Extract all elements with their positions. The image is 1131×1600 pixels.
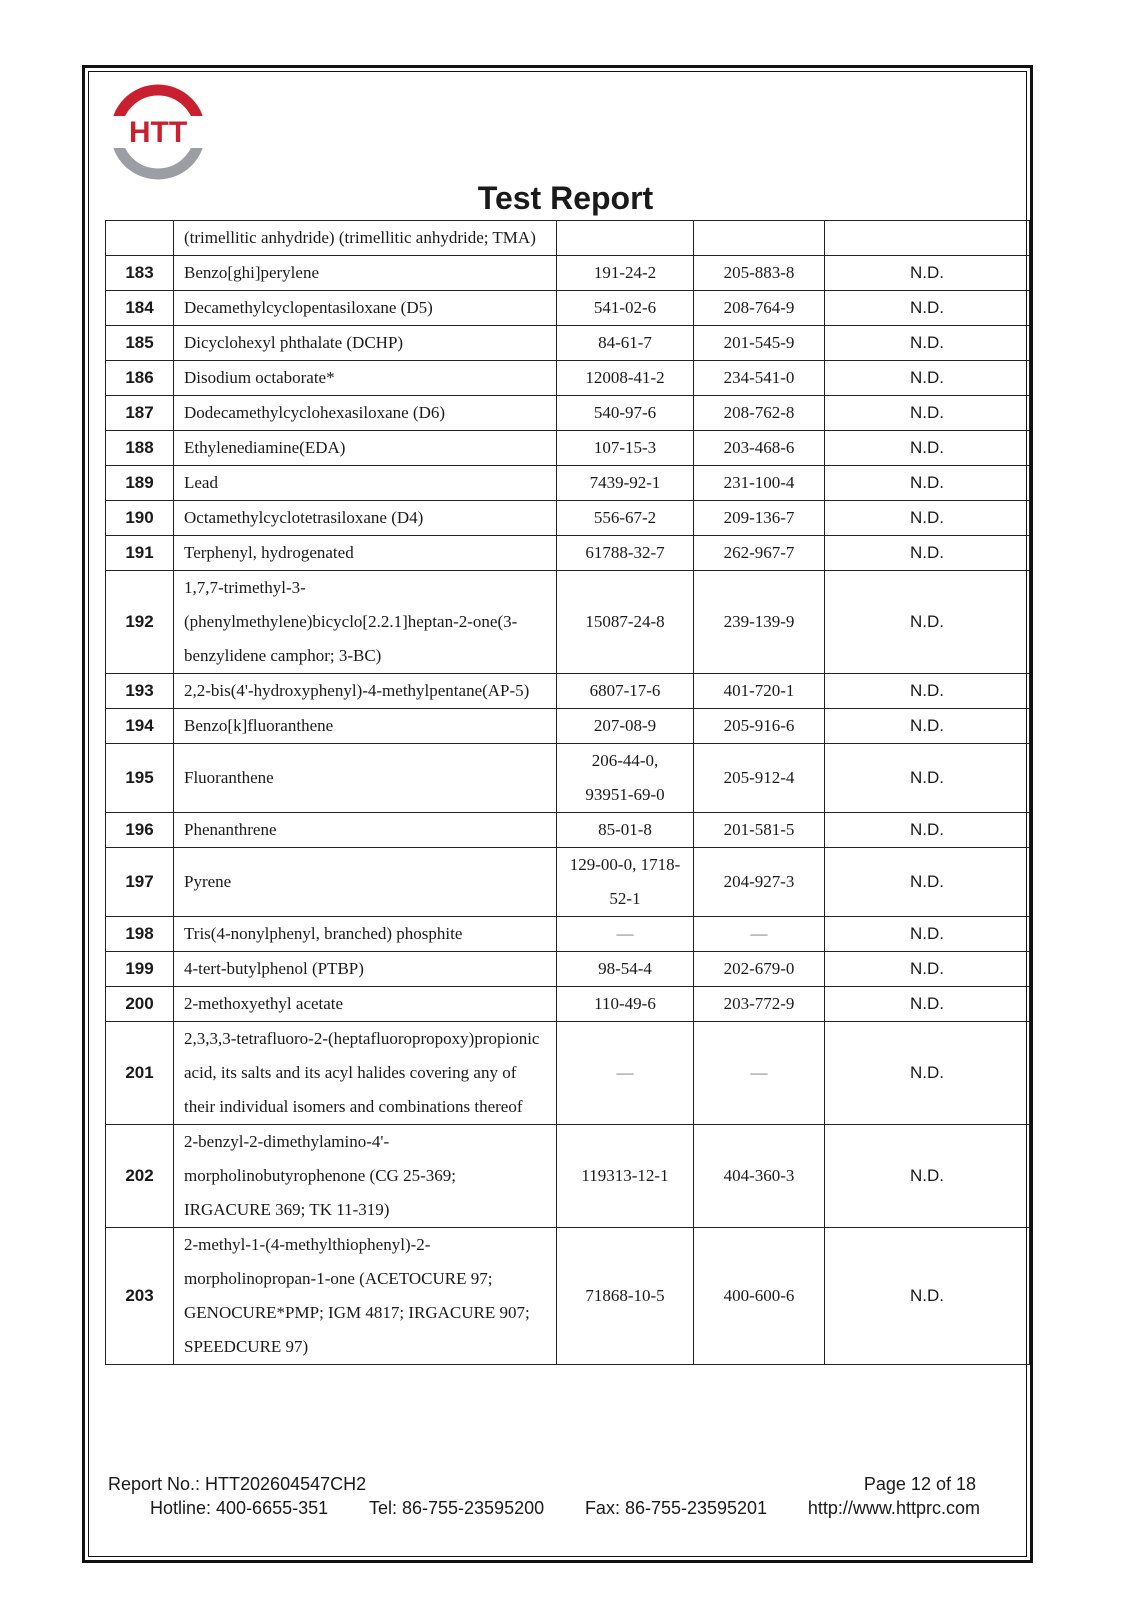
test-result: N.D. xyxy=(825,361,1030,396)
cas-number: 6807-17-6 xyxy=(557,674,694,709)
table-row xyxy=(106,1125,1030,1228)
test-result: N.D. xyxy=(825,326,1030,361)
test-result: N.D. xyxy=(825,744,1030,813)
table-row xyxy=(106,571,1030,674)
table-row xyxy=(106,466,1030,501)
page-number: Page 12 of 18 xyxy=(863,1474,976,1494)
ec-number: 209-136-7 xyxy=(694,501,825,536)
row-number: 189 xyxy=(106,466,174,501)
table-row xyxy=(106,1228,1030,1365)
ec-number: 208-762-8 xyxy=(694,396,825,431)
table-row xyxy=(106,536,1030,571)
ec-number: 234-541-0 xyxy=(694,361,825,396)
row-number: 202 xyxy=(106,1125,174,1228)
row-number: 186 xyxy=(106,361,174,396)
substance-name: Dicyclohexyl phthalate (DCHP) xyxy=(174,326,557,361)
substance-name: 2,2-bis(4'-hydroxyphenyl)-4-methylpentane(AP-5) xyxy=(174,674,557,709)
hotline: Hotline: 400-6655-351 xyxy=(150,1498,329,1518)
table-row xyxy=(106,917,1030,952)
row-number: 196 xyxy=(106,813,174,848)
row-number: 183 xyxy=(106,256,174,291)
table-row xyxy=(106,709,1030,744)
table-row xyxy=(106,674,1030,709)
cas-number: 540-97-6 xyxy=(557,396,694,431)
table-row xyxy=(106,501,1030,536)
report-title: Test Report xyxy=(477,180,654,216)
row-number xyxy=(106,221,174,256)
table-row xyxy=(106,396,1030,431)
ec-number: 205-883-8 xyxy=(694,256,825,291)
substance-name: Octamethylcyclotetrasiloxane (D4) xyxy=(174,501,557,536)
test-result xyxy=(825,221,1030,256)
ec-number: 205-912-4 xyxy=(694,744,825,813)
table-row xyxy=(106,952,1030,987)
ec-number: 404-360-3 xyxy=(694,1125,825,1228)
test-result: N.D. xyxy=(825,571,1030,674)
ec-number: 203-772-9 xyxy=(694,987,825,1022)
cas-number: 61788-32-7 xyxy=(557,536,694,571)
substance-name: Decamethylcyclopentasiloxane (D5) xyxy=(174,291,557,326)
substance-name: Lead xyxy=(174,466,557,501)
test-result: N.D. xyxy=(825,987,1030,1022)
ec-number: 204-927-3 xyxy=(694,848,825,917)
substance-name: 2-methoxyethyl acetate xyxy=(174,987,557,1022)
test-result: N.D. xyxy=(825,952,1030,987)
row-number: 192 xyxy=(106,571,174,674)
substance-name: 2-benzyl-2-dimethylamino-4'-morpholinobutyrophenone (CG 25-369; IRGACURE 369; TK 11-319) xyxy=(174,1125,557,1228)
test-result: N.D. xyxy=(825,813,1030,848)
row-number: 198 xyxy=(106,917,174,952)
cas-number: 191-24-2 xyxy=(557,256,694,291)
substance-name: Pyrene xyxy=(174,848,557,917)
website-link[interactable]: http://www.httprc.com xyxy=(807,1498,980,1518)
test-result: N.D. xyxy=(825,674,1030,709)
test-result: N.D. xyxy=(825,1228,1030,1365)
cas-number: 85-01-8 xyxy=(557,813,694,848)
results-table xyxy=(105,220,1030,1365)
test-result: N.D. xyxy=(825,848,1030,917)
test-result: N.D. xyxy=(825,1022,1030,1125)
substance-name: Phenanthrene xyxy=(174,813,557,848)
ec-number: 201-545-9 xyxy=(694,326,825,361)
substance-name: 1,7,7-trimethyl-3-(phenylmethylene)bicyclo[2.2.1]heptan-2-one(3-benzylidene camphor; 3-BC) xyxy=(174,571,557,674)
substance-name: Benzo[ghi]perylene xyxy=(174,256,557,291)
substance-name: Ethylenediamine(EDA) xyxy=(174,431,557,466)
table-row xyxy=(106,256,1030,291)
test-result: N.D. xyxy=(825,466,1030,501)
row-number: 203 xyxy=(106,1228,174,1365)
test-result: N.D. xyxy=(825,431,1030,466)
ec-number: 401-720-1 xyxy=(694,674,825,709)
table-row xyxy=(106,987,1030,1022)
cas-number: 84-61-7 xyxy=(557,326,694,361)
row-number: 188 xyxy=(106,431,174,466)
row-number: 191 xyxy=(106,536,174,571)
contact-line xyxy=(150,1498,980,1519)
test-result: N.D. xyxy=(825,1125,1030,1228)
ec-number: 239-139-9 xyxy=(694,571,825,674)
logo-text: HTT xyxy=(128,116,188,149)
row-number: 197 xyxy=(106,848,174,917)
ec-number xyxy=(694,221,825,256)
cas-number: 119313-12-1 xyxy=(557,1125,694,1228)
cas-number: 107-15-3 xyxy=(557,431,694,466)
test-result: N.D. xyxy=(825,536,1030,571)
ec-number: 262-967-7 xyxy=(694,536,825,571)
ec-number: — xyxy=(694,917,825,952)
test-result: N.D. xyxy=(825,396,1030,431)
table-row xyxy=(106,221,1030,256)
ec-number: — xyxy=(694,1022,825,1125)
substance-name: Tris(4-nonylphenyl, branched) phosphite xyxy=(174,917,557,952)
test-result: N.D. xyxy=(825,709,1030,744)
cas-number: 98-54-4 xyxy=(557,952,694,987)
cas-number: 12008-41-2 xyxy=(557,361,694,396)
row-number: 185 xyxy=(106,326,174,361)
substance-name: Dodecamethylcyclohexasiloxane (D6) xyxy=(174,396,557,431)
substance-name: Benzo[k]fluoranthene xyxy=(174,709,557,744)
ec-number: 208-764-9 xyxy=(694,291,825,326)
telephone: Tel: 86-755-23595200 xyxy=(368,1498,545,1518)
row-number: 193 xyxy=(106,674,174,709)
cas-number: 110-49-6 xyxy=(557,987,694,1022)
cas-number: 541-02-6 xyxy=(557,291,694,326)
row-number: 199 xyxy=(106,952,174,987)
cas-number: 129-00-0, 1718-52-1 xyxy=(557,848,694,917)
row-number: 184 xyxy=(106,291,174,326)
substance-name: 2-methyl-1-(4-methylthiophenyl)-2-morpholinopropan-1-one (ACETOCURE 97; GENOCURE*PMP; IGM 4817; IRGACURE 907; SPEEDCURE 97) xyxy=(174,1228,557,1365)
cas-number: 7439-92-1 xyxy=(557,466,694,501)
cas-number: 15087-24-8 xyxy=(557,571,694,674)
htt-logo xyxy=(106,80,210,184)
substance-name: Terphenyl, hydrogenated xyxy=(174,536,557,571)
report-number: Report No.: HTT202604547CH2 xyxy=(108,1474,367,1494)
table-row xyxy=(106,744,1030,813)
substance-name: Disodium octaborate* xyxy=(174,361,557,396)
ec-number: 400-600-6 xyxy=(694,1228,825,1365)
cas-number: 71868-10-5 xyxy=(557,1228,694,1365)
cas-number: 556-67-2 xyxy=(557,501,694,536)
substance-name: Fluoranthene xyxy=(174,744,557,813)
row-number: 195 xyxy=(106,744,174,813)
row-number: 194 xyxy=(106,709,174,744)
row-number: 190 xyxy=(106,501,174,536)
test-result: N.D. xyxy=(825,256,1030,291)
substance-name: (trimellitic anhydride) (trimellitic anhydride; TMA) xyxy=(174,221,557,256)
cas-number: 206-44-0, 93951-69-0 xyxy=(557,744,694,813)
cas-number: 207-08-9 xyxy=(557,709,694,744)
cas-number xyxy=(557,221,694,256)
test-result: N.D. xyxy=(825,291,1030,326)
table-row xyxy=(106,1022,1030,1125)
ec-number: 205-916-6 xyxy=(694,709,825,744)
row-number: 201 xyxy=(106,1022,174,1125)
table-row xyxy=(106,326,1030,361)
test-result: N.D. xyxy=(825,917,1030,952)
ec-number: 201-581-5 xyxy=(694,813,825,848)
table-row xyxy=(106,291,1030,326)
table-row xyxy=(106,431,1030,466)
row-number: 200 xyxy=(106,987,174,1022)
fax: Fax: 86-755-23595201 xyxy=(584,1498,768,1518)
substance-name: 4-tert-butylphenol (PTBP) xyxy=(174,952,557,987)
test-result: N.D. xyxy=(825,501,1030,536)
ec-number: 231-100-4 xyxy=(694,466,825,501)
table-row xyxy=(106,361,1030,396)
ec-number: 202-679-0 xyxy=(694,952,825,987)
table-row xyxy=(106,813,1030,848)
cas-number: — xyxy=(557,1022,694,1125)
row-number: 187 xyxy=(106,396,174,431)
substance-name: 2,3,3,3-tetrafluoro-2-(heptafluoropropoxy)propionic acid, its salts and its acyl halides covering any of their individual isomers and combinations thereof xyxy=(174,1022,557,1125)
cas-number: — xyxy=(557,917,694,952)
ec-number: 203-468-6 xyxy=(694,431,825,466)
table-row xyxy=(106,848,1030,917)
